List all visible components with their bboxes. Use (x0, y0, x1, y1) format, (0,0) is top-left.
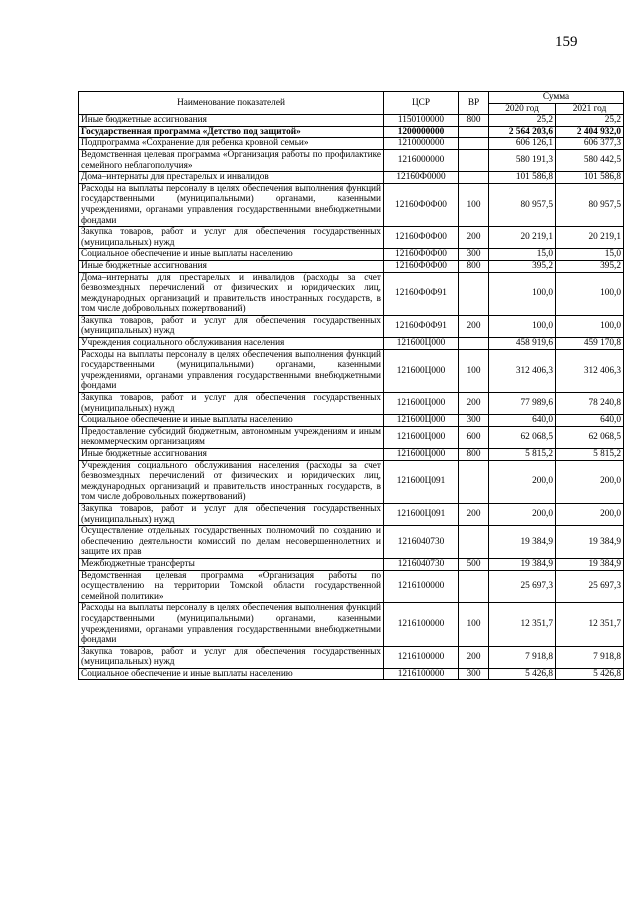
row-sum-2020: 200,0 (489, 460, 556, 503)
row-sum-2020: 606 126,1 (489, 138, 556, 150)
budget-table (78, 91, 624, 680)
row-sum-2021: 5 815,2 (556, 449, 624, 461)
table-row (79, 338, 624, 350)
row-sum-2021: 20 219,1 (556, 227, 624, 249)
row-name: Социальное обеспечение и иные выплаты населению (79, 415, 384, 427)
row-sum-2021: 100,0 (556, 272, 624, 315)
table-row (79, 415, 624, 427)
row-name: Расходы на выплаты персоналу в целях обеспечения выполнения функций государственными (муниципальными) органами, казенными учреждениями, органами управления государственными внебюджетными фондами (79, 349, 384, 392)
row-name: Осуществление отдельных государственных полномочий по созданию и обеспечению деятельности комиссий по делам несовершеннолетних и защите их прав (79, 526, 384, 559)
row-csr: 1216040730 (384, 558, 459, 570)
row-sum-2021: 200,0 (556, 503, 624, 525)
row-csr: 1216040730 (384, 526, 459, 559)
row-vr (459, 149, 489, 171)
row-sum-2021: 395,2 (556, 260, 624, 272)
row-csr: 121600Ц000 (384, 349, 459, 392)
row-sum-2021: 312 406,3 (556, 349, 624, 392)
row-vr: 100 (459, 349, 489, 392)
row-sum-2021: 580 442,5 (556, 149, 624, 171)
row-sum-2021: 5 426,8 (556, 668, 624, 680)
row-vr: 800 (459, 449, 489, 461)
row-vr: 800 (459, 115, 489, 127)
row-vr (459, 172, 489, 184)
table-row (79, 172, 624, 184)
header-sum: Сумма (489, 92, 624, 104)
row-csr: 1216100000 (384, 570, 459, 603)
row-sum-2020: 101 586,8 (489, 172, 556, 184)
row-name: Межбюджетные трансферты (79, 558, 384, 570)
row-vr: 300 (459, 249, 489, 261)
header-2021: 2021 год (556, 103, 624, 115)
row-sum-2020: 20 219,1 (489, 227, 556, 249)
table-row (79, 426, 624, 448)
row-sum-2021: 12 351,7 (556, 603, 624, 646)
row-vr (459, 138, 489, 150)
page-number: 159 (555, 34, 578, 50)
row-sum-2020: 12 351,7 (489, 603, 556, 646)
row-csr: 121600Ц091 (384, 503, 459, 525)
row-csr: 121600Ц000 (384, 449, 459, 461)
row-sum-2021: 62 068,5 (556, 426, 624, 448)
table-row (79, 646, 624, 668)
header-2020: 2020 год (489, 103, 556, 115)
table-row (79, 449, 624, 461)
row-sum-2020: 2 564 203,6 (489, 126, 556, 138)
table-row (79, 349, 624, 392)
row-sum-2021: 19 384,9 (556, 558, 624, 570)
row-vr (459, 338, 489, 350)
row-sum-2020: 19 384,9 (489, 558, 556, 570)
table-row (79, 272, 624, 315)
table-row (79, 393, 624, 415)
row-sum-2020: 580 191,3 (489, 149, 556, 171)
table-row (79, 115, 624, 127)
row-vr: 200 (459, 393, 489, 415)
row-csr: 1216100000 (384, 603, 459, 646)
row-sum-2020: 62 068,5 (489, 426, 556, 448)
row-csr: 121600Ц091 (384, 460, 459, 503)
row-vr: 300 (459, 415, 489, 427)
row-vr: 100 (459, 183, 489, 226)
table-header-row (79, 92, 624, 104)
table-row (79, 138, 624, 150)
row-name: Закупка товаров, работ и услуг для обеспечения государственных (муниципальных) нужд (79, 646, 384, 668)
row-sum-2021: 7 918,8 (556, 646, 624, 668)
row-csr: 121600Ц000 (384, 393, 459, 415)
row-name: Дома–интернаты для престарелых и инвалидов (79, 172, 384, 184)
row-vr: 600 (459, 426, 489, 448)
row-csr: 12160Ф0Ф00 (384, 227, 459, 249)
row-csr: 1200000000 (384, 126, 459, 138)
table-row (79, 227, 624, 249)
row-name: Иные бюджетные ассигнования (79, 260, 384, 272)
row-name: Учреждения социального обслуживания населения (79, 338, 384, 350)
table-row (79, 503, 624, 525)
row-sum-2021: 200,0 (556, 460, 624, 503)
row-vr (459, 272, 489, 315)
row-name: Расходы на выплаты персоналу в целях обеспечения выполнения функций государственными (муниципальными) органами, казенными учреждениями, органами управления государственными внебюджетными фондами (79, 603, 384, 646)
row-vr (459, 460, 489, 503)
row-sum-2020: 100,0 (489, 315, 556, 337)
row-csr: 12160Ф0Ф91 (384, 272, 459, 315)
row-name: Дома–интернаты для престарелых и инвалидов (расходы за счет безвозмездных перечислений от физических и юридических лиц, международных организаций и правительств иностранных государств, в том числе добровольных пожертвований) (79, 272, 384, 315)
row-name: Закупка товаров, работ и услуг для обеспечения государственных (муниципальных) нужд (79, 227, 384, 249)
row-name: Государственная программа «Детство под защитой» (79, 126, 384, 138)
table-row (79, 570, 624, 603)
row-csr: 1216100000 (384, 668, 459, 680)
row-sum-2020: 100,0 (489, 272, 556, 315)
row-name: Социальное обеспечение и иные выплаты населению (79, 249, 384, 261)
row-sum-2020: 458 919,6 (489, 338, 556, 350)
row-csr: 1210000000 (384, 138, 459, 150)
row-sum-2021: 78 240,8 (556, 393, 624, 415)
table-row (79, 603, 624, 646)
row-name: Закупка товаров, работ и услуг для обеспечения государственных (муниципальных) нужд (79, 503, 384, 525)
table-row (79, 526, 624, 559)
table-row (79, 315, 624, 337)
row-name: Социальное обеспечение и иные выплаты населению (79, 668, 384, 680)
row-name: Ведомственная целевая программа «Организация работы по осуществлению на территории Томской области государственной семейной политики» (79, 570, 384, 603)
row-vr: 300 (459, 668, 489, 680)
row-sum-2021: 640,0 (556, 415, 624, 427)
table-row (79, 149, 624, 171)
row-csr: 12160Ф0Ф00 (384, 183, 459, 226)
header-vr: ВР (459, 92, 489, 115)
row-name: Закупка товаров, работ и услуг для обеспечения государственных (муниципальных) нужд (79, 393, 384, 415)
row-vr (459, 526, 489, 559)
row-vr (459, 570, 489, 603)
row-sum-2021: 2 404 932,0 (556, 126, 624, 138)
row-sum-2020: 19 384,9 (489, 526, 556, 559)
row-vr: 500 (459, 558, 489, 570)
row-vr: 200 (459, 503, 489, 525)
table-body (79, 115, 624, 680)
row-sum-2020: 5 815,2 (489, 449, 556, 461)
row-csr: 12160Ф0Ф00 (384, 260, 459, 272)
row-name: Закупка товаров, работ и услуг для обеспечения государственных (муниципальных) нужд (79, 315, 384, 337)
row-sum-2020: 7 918,8 (489, 646, 556, 668)
row-name: Иные бюджетные ассигнования (79, 115, 384, 127)
table-row (79, 668, 624, 680)
row-name: Подпрограмма «Сохранение для ребенка кровной семьи» (79, 138, 384, 150)
row-sum-2021: 80 957,5 (556, 183, 624, 226)
row-sum-2021: 15,0 (556, 249, 624, 261)
row-sum-2020: 640,0 (489, 415, 556, 427)
row-sum-2020: 80 957,5 (489, 183, 556, 226)
row-sum-2021: 19 384,9 (556, 526, 624, 559)
row-sum-2021: 25 697,3 (556, 570, 624, 603)
table-row (79, 183, 624, 226)
row-csr: 12160Ф0000 (384, 172, 459, 184)
row-csr: 121600Ц000 (384, 338, 459, 350)
row-vr (459, 126, 489, 138)
row-sum-2020: 25 697,3 (489, 570, 556, 603)
row-sum-2020: 312 406,3 (489, 349, 556, 392)
table-row (79, 460, 624, 503)
row-name: Расходы на выплаты персоналу в целях обеспечения выполнения функций государственными (муниципальными) органами, казенными учреждениями, органами управления государственными внебюджетными фондами (79, 183, 384, 226)
row-sum-2020: 200,0 (489, 503, 556, 525)
row-csr: 1150100000 (384, 115, 459, 127)
table-row (79, 126, 624, 138)
table-row (79, 249, 624, 261)
row-name: Предоставление субсидий бюджетным, автономным учреждениям и иным некоммерческим организациям (79, 426, 384, 448)
row-csr: 121600Ц000 (384, 415, 459, 427)
row-csr: 1216100000 (384, 646, 459, 668)
row-csr: 12160Ф0Ф00 (384, 249, 459, 261)
row-sum-2020: 25,2 (489, 115, 556, 127)
row-csr: 1216000000 (384, 149, 459, 171)
row-vr: 200 (459, 227, 489, 249)
header-csr: ЦСР (384, 92, 459, 115)
table-row (79, 558, 624, 570)
row-sum-2021: 459 170,8 (556, 338, 624, 350)
row-vr: 100 (459, 603, 489, 646)
row-vr: 200 (459, 646, 489, 668)
row-name: Учреждения социального обслуживания населения (расходы за счет безвозмездных перечислений от физических и юридических лиц, международных организаций и правительств иностранных государств, в том числе добровольных пожертвований) (79, 460, 384, 503)
row-sum-2021: 606 377,3 (556, 138, 624, 150)
row-sum-2021: 101 586,8 (556, 172, 624, 184)
row-sum-2020: 77 989,6 (489, 393, 556, 415)
row-sum-2021: 25,2 (556, 115, 624, 127)
row-vr: 200 (459, 315, 489, 337)
row-name: Иные бюджетные ассигнования (79, 449, 384, 461)
row-csr: 12160Ф0Ф91 (384, 315, 459, 337)
row-sum-2020: 15,0 (489, 249, 556, 261)
row-name: Ведомственная целевая программа «Организация работы по профилактике семейного неблагополучия» (79, 149, 384, 171)
row-csr: 121600Ц000 (384, 426, 459, 448)
header-name: Наименование показателей (79, 92, 384, 115)
row-vr: 800 (459, 260, 489, 272)
row-sum-2021: 100,0 (556, 315, 624, 337)
table-row (79, 260, 624, 272)
row-sum-2020: 5 426,8 (489, 668, 556, 680)
row-sum-2020: 395,2 (489, 260, 556, 272)
